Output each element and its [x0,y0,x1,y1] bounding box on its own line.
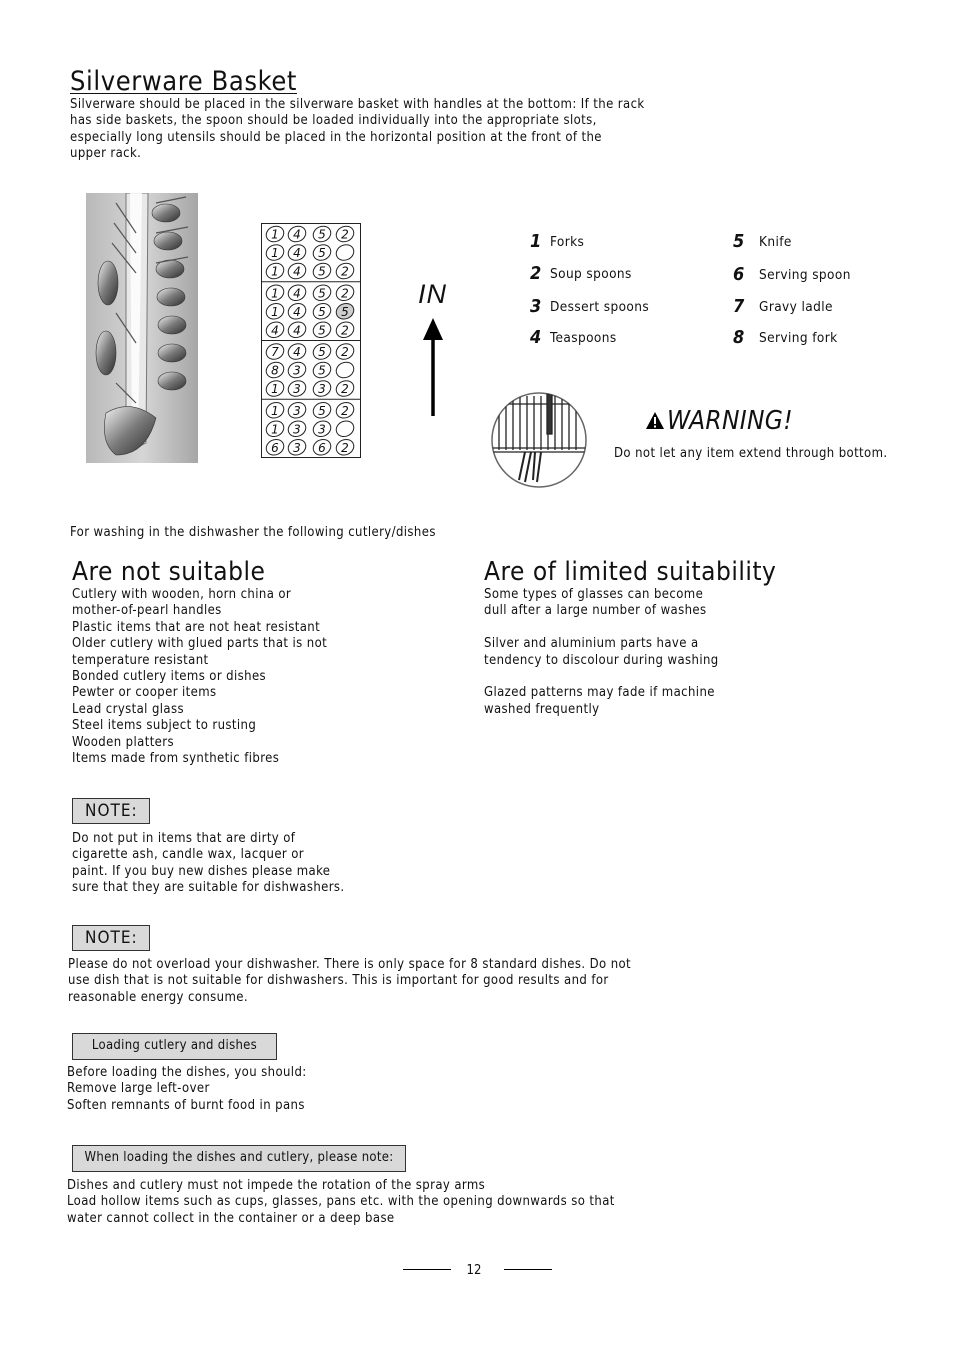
svg-text:4: 4 [293,323,301,338]
svg-text:3: 3 [293,363,301,378]
svg-text:5: 5 [318,286,326,301]
svg-text:4: 4 [293,227,301,242]
svg-text:1: 1 [271,227,279,242]
svg-text:3: 3 [293,422,301,437]
svg-text:6: 6 [318,440,326,455]
svg-text:8: 8 [271,363,279,378]
legend-label: Gravy ladle [759,298,833,315]
svg-text:3: 3 [318,422,326,437]
svg-text:2: 2 [341,323,349,338]
loading-text: Before loading the dishes, you should: Remove large left-over Soften remnants of burnt food in pans [67,1065,307,1113]
when-loading-text: Dishes and cutlery must not impede the rotation of the spray arms Load hollow items such as cups, glasses, pans etc. with the opening downwards so that water cannot collect in the container or a deep base [67,1178,615,1226]
washing-intro: For washing in the dishwasher the following cutlery/dishes [70,525,436,540]
legend-label: Knife [759,233,792,250]
warning-triangle-icon [645,411,665,431]
note-text: Do not put in items that are dirty of cigarette ash, candle wax, lacquer or paint. If you buy new dishes please make sure that they are suitable for dishwashers. [72,831,345,896]
legend-label: Teaspoons [550,329,617,346]
svg-text:1: 1 [271,382,279,396]
legend-item [733,296,833,317]
legend-item [733,327,838,348]
svg-text:1: 1 [271,304,279,319]
svg-text:7: 7 [271,345,279,359]
in-label: IN [418,279,447,309]
svg-text:3: 3 [318,382,326,396]
page-number: 12 [466,1263,482,1278]
legend-number: 7 [733,296,745,317]
svg-text:5: 5 [318,304,326,319]
note-label: NOTE: [72,798,150,824]
svg-text:2: 2 [341,227,349,242]
not-suitable-heading: Are not suitable [72,557,266,587]
legend-label: Forks [550,233,585,250]
svg-text:5: 5 [318,246,326,260]
svg-text:2: 2 [341,403,349,418]
page-title: Silverware Basket [70,66,298,97]
svg-text:5: 5 [341,304,349,319]
up-arrow-icon [422,318,444,418]
svg-text:1: 1 [271,286,279,301]
svg-text:2: 2 [341,345,349,359]
svg-text:5: 5 [318,403,326,418]
svg-text:2: 2 [341,440,349,455]
basket-layout-diagram [261,223,361,458]
legend-number: 6 [733,264,745,285]
not-suitable-list: Cutlery with wooden, horn china or mother-of-pearl handles Plastic items that are not heat resistant Older cutlery with glued parts that is not temperature resistant Bonded cutlery items or dishes Pewter or cooper items Lead crystal glass Steel items subject to rusting Wooden platters Items made from synthetic fibres [72,587,328,767]
footer-rule [504,1269,552,1270]
intro-text: Silverware should be placed in the silverware basket with handles at the bottom: If the rack has side baskets, the spoon should be loaded individually into the appropriate slots, especially long utensils should be placed in the horizontal position at the front of the upper rack. [70,97,645,162]
svg-text:1: 1 [271,403,279,418]
legend-number: 2 [530,263,542,284]
legend-item [530,231,584,252]
svg-text:1: 1 [271,246,279,260]
legend-item [733,231,792,252]
svg-text:1: 1 [271,422,279,437]
warning-title: WARNING! [667,406,793,436]
legend-item [530,263,632,284]
svg-text:5: 5 [318,363,326,378]
svg-text:3: 3 [293,382,301,396]
loading-label: Loading cutlery and dishes [72,1033,277,1060]
svg-text:5: 5 [318,323,326,338]
svg-text:2: 2 [341,264,349,279]
basket-bottom-illustration [489,390,589,490]
svg-text:5: 5 [318,264,326,279]
limited-suitability-heading: Are of limited suitability [484,557,777,587]
legend-label: Dessert spoons [550,298,650,315]
limited-suitability-text: Some types of glasses can become dull after a large number of washes Silver and aluminium parts have a tendency to discolour during washing Glazed patterns may fade if machine washed frequently [484,587,719,717]
footer-rule [403,1269,451,1270]
legend-item [530,327,617,348]
svg-text:4: 4 [293,286,301,301]
svg-text:4: 4 [293,264,301,279]
legend-label: Soup spoons [550,265,632,282]
svg-text:5: 5 [318,345,326,359]
legend-number: 4 [530,327,542,348]
legend-number: 3 [530,296,542,317]
note-label: NOTE: [72,925,150,951]
svg-text:4: 4 [271,323,279,338]
silverware-basket-photo [86,193,198,463]
svg-text:6: 6 [271,440,279,455]
warning-heading [645,406,793,436]
legend-number: 5 [733,231,745,252]
when-loading-label: When loading the dishes and cutlery, please note: [72,1145,406,1172]
legend-item [530,296,649,317]
svg-text:4: 4 [293,246,301,260]
legend-number: 8 [733,327,745,348]
svg-text:2: 2 [341,382,349,396]
svg-text:4: 4 [293,304,301,319]
svg-text:5: 5 [318,227,326,242]
svg-text:3: 3 [293,440,301,455]
svg-text:2: 2 [341,286,349,301]
svg-text:4: 4 [293,345,301,359]
svg-text:3: 3 [293,403,301,418]
legend-label: Serving fork [759,329,838,346]
legend-label: Serving spoon [759,266,851,283]
legend-item [733,264,851,285]
legend-number: 1 [530,231,542,252]
svg-text:1: 1 [271,264,279,279]
note-text: Please do not overload your dishwasher. There is only space for 8 standard dishes. Do not use dish that is not suitable for dishwashers. This is important for good results and for reasonable energy consume. [68,957,632,1005]
warning-text: Do not let any item extend through bottom. [614,446,888,461]
